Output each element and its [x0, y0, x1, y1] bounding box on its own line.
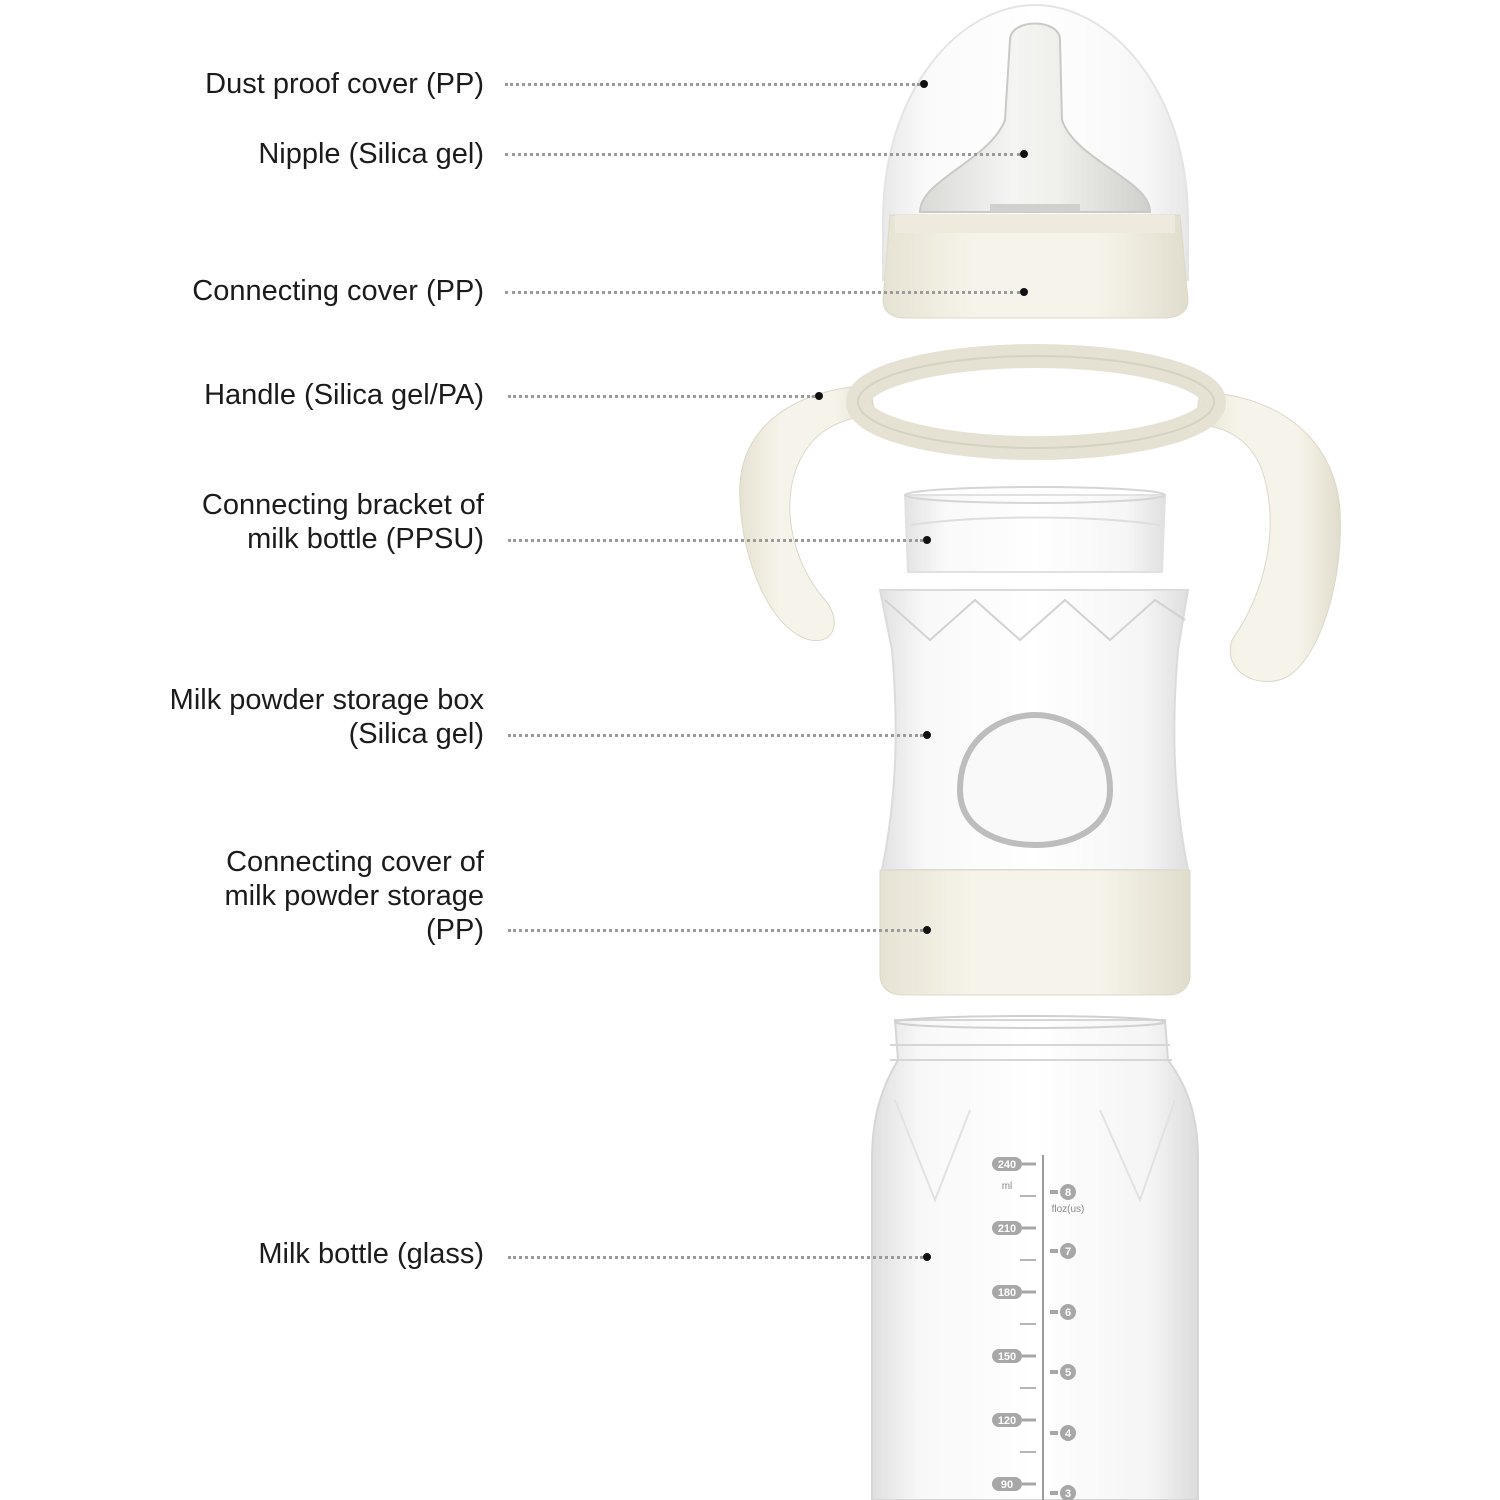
ml-mark-120: 120 — [997, 1415, 1017, 1427]
leader-milk-powder-box — [508, 734, 923, 737]
ml-mark-150: 150 — [997, 1351, 1017, 1363]
floz-mark-6: 6 — [1064, 1307, 1072, 1319]
leader-milk-bottle — [508, 1256, 923, 1259]
leader-milk-powder-cover — [508, 929, 923, 932]
marker-milk-powder-box — [923, 731, 931, 739]
connecting-cover-part — [883, 215, 1188, 318]
marker-milk-powder-cover — [923, 926, 931, 934]
marker-connecting-bracket — [923, 536, 931, 544]
floz-mark-5: 5 — [1064, 1367, 1072, 1379]
ml-mark-240: 240 — [997, 1159, 1017, 1171]
marker-handle — [815, 392, 823, 400]
milk-powder-box-part — [880, 590, 1188, 870]
ml-unit-label: ml — [1001, 1181, 1013, 1192]
leader-dust-proof-cover — [505, 83, 920, 86]
label-nipple: Nipple (Silica gel) — [258, 138, 484, 170]
ml-mark-180: 180 — [997, 1287, 1017, 1299]
marker-milk-bottle — [923, 1253, 931, 1261]
marker-dust-proof-cover — [920, 80, 928, 88]
label-milk-bottle: Milk bottle (glass) — [258, 1238, 484, 1270]
floz-mark-3: 3 — [1064, 1488, 1072, 1500]
floz-mark-7: 7 — [1064, 1246, 1072, 1258]
label-dust-proof-cover: Dust proof cover (PP) — [205, 68, 484, 100]
floz-unit-label: floz(us) — [1051, 1204, 1085, 1215]
leader-nipple — [505, 153, 1020, 156]
leader-connecting-cover — [505, 291, 1020, 294]
ml-mark-90: 90 — [1000, 1479, 1014, 1491]
marker-connecting-cover — [1020, 288, 1028, 296]
label-milk-powder-cover: Connecting cover of milk powder storage (PP) — [224, 846, 484, 946]
floz-mark-8: 8 — [1064, 1187, 1072, 1199]
marker-nipple — [1020, 150, 1028, 158]
label-connecting-bracket: Connecting bracket of milk bottle (PPSU) — [201, 489, 484, 555]
label-handle: Handle (Silica gel/PA) — [204, 379, 484, 411]
leader-handle — [508, 395, 815, 398]
floz-mark-4: 4 — [1064, 1428, 1072, 1440]
label-milk-powder-box: Milk powder storage box (Silica gel) — [169, 684, 484, 750]
label-connecting-cover: Connecting cover (PP) — [192, 275, 484, 307]
leader-connecting-bracket — [508, 539, 923, 542]
ml-mark-210: 210 — [997, 1223, 1017, 1235]
connecting-bracket-part — [905, 487, 1165, 572]
